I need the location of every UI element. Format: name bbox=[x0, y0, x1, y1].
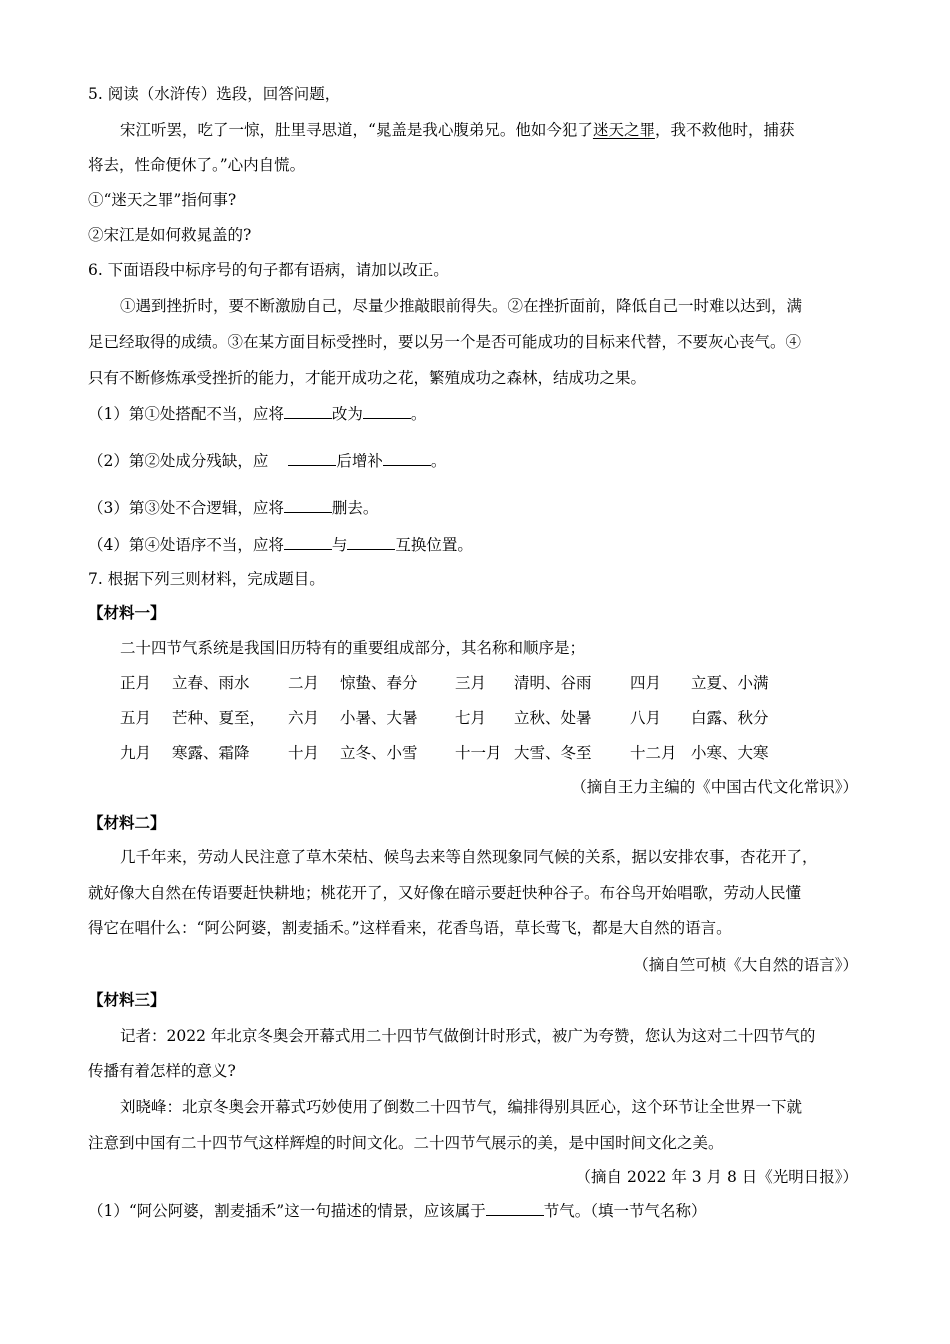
material-1-label: 【材料一】 bbox=[88, 603, 166, 622]
month-label: 十二月 bbox=[630, 744, 677, 762]
solar-terms-label: 立秋、处暑 bbox=[514, 709, 592, 727]
q7-sub-question-1 bbox=[88, 1200, 706, 1222]
solar-terms-label: 立夏、小满 bbox=[691, 674, 769, 692]
material-3-label: 【材料三】 bbox=[88, 990, 166, 1009]
q5-title: 5. 阅读（水浒传）选段，回答问题， bbox=[88, 85, 341, 103]
month-label: 五月 bbox=[120, 709, 152, 727]
month-label: 九月 bbox=[120, 744, 152, 762]
q7-sub1-text: 节气。（填一节气名称） bbox=[543, 1202, 707, 1220]
answer-blank[interactable] bbox=[284, 534, 332, 550]
q5-passage-text: ，我不救他时，捕获 bbox=[654, 121, 795, 139]
solar-terms-label: 寒露、霜降 bbox=[172, 744, 250, 762]
solar-terms-label: 小暑、大暑 bbox=[340, 709, 418, 727]
month-label: 十月 bbox=[288, 744, 320, 762]
month-label: 八月 bbox=[630, 709, 662, 727]
q5-passage-text: 宋江听罢，吃了一惊，肚里寻思道，“晁盖是我心腹弟兄。他如今犯了 bbox=[120, 121, 593, 139]
material-1-source: （摘自王力主编的《中国古代文化常识》） bbox=[571, 778, 858, 796]
q6-paragraph-line-1: ①遇到挫折时，要不断激励自己，尽量少推敲眼前得失。②在挫折面前，降低自己一时难以达到，满 bbox=[120, 297, 803, 315]
q6-s1-text: 。 bbox=[410, 405, 427, 423]
material-3-line-4: 注意到中国有二十四节气这样辉煌的时间文化。二十四节气展示的美，是中国时间文化之美。 bbox=[88, 1134, 724, 1152]
material-2-line-3: 得它在唱什么：“阿公阿婆，割麦插禾。”这样看来，花香鸟语，草长莺飞，都是大自然的语言。 bbox=[88, 919, 732, 937]
q6-paragraph-line-3: 只有不断修炼承受挫折的能力，才能开成功之花，繁殖成功之森林，结成功之果。 bbox=[88, 369, 647, 387]
answer-blank[interactable] bbox=[486, 1200, 544, 1216]
q6-sub-question-2 bbox=[88, 450, 446, 472]
q6-s4-text: 互换位置。 bbox=[395, 536, 473, 554]
q6-paragraph-line-2: 足已经取得的成绩。③在某方面目标受挫时，要以另一个是否可能成功的目标来代替，不要灰心丧气。④ bbox=[88, 333, 802, 351]
material-2-label: 【材料二】 bbox=[88, 813, 166, 832]
month-label: 四月 bbox=[630, 674, 662, 692]
answer-blank[interactable] bbox=[347, 534, 395, 550]
q6-s2-text: 后增补 bbox=[336, 452, 383, 470]
material-2-source: （摘自竺可桢《大自然的语言》） bbox=[633, 956, 858, 974]
month-label: 六月 bbox=[288, 709, 320, 727]
q6-title: 6. 下面语段中标序号的句子都有语病，请加以改正。 bbox=[88, 261, 449, 279]
answer-blank[interactable] bbox=[284, 497, 332, 513]
q6-s1-text: （1）第①处搭配不当，应将 bbox=[88, 405, 284, 423]
solar-terms-label: 小寒、大寒 bbox=[691, 744, 769, 762]
q6-s3-text: 删去。 bbox=[331, 499, 379, 517]
q6-sub-question-4 bbox=[88, 534, 473, 556]
solar-terms-label: 惊蛰、春分 bbox=[340, 674, 418, 692]
answer-blank[interactable] bbox=[284, 403, 332, 419]
material-3-line-2: 传播有着怎样的意义? bbox=[88, 1062, 236, 1080]
material-1-intro: 二十四节气系统是我国旧历特有的重要组成部分，其名称和顺序是； bbox=[120, 639, 586, 657]
material-2-line-2: 就好像大自然在传语要赶快耕地；桃花开了，又好像在暗示要赶快种谷子。布谷鸟开始唱歌，劳动人民懂 bbox=[88, 884, 802, 902]
answer-blank[interactable] bbox=[363, 403, 411, 419]
month-label: 十一月 bbox=[455, 744, 502, 762]
month-label: 三月 bbox=[455, 674, 487, 692]
q6-s2-text: （2）第②处成分残缺，应 bbox=[88, 452, 269, 470]
q6-s4-text: （4）第④处语序不当，应将 bbox=[88, 536, 284, 554]
q5-passage-line-2: 将去，性命便休了。”心内自慌。 bbox=[88, 156, 306, 174]
solar-terms-label: 立冬、小雪 bbox=[340, 744, 418, 762]
answer-blank[interactable] bbox=[288, 450, 336, 466]
solar-terms-label: 白露、秋分 bbox=[691, 709, 769, 727]
q5-passage-line-1 bbox=[120, 119, 794, 141]
solar-terms-label: 清明、谷雨 bbox=[514, 674, 592, 692]
q6-s2-text: 。 bbox=[430, 452, 447, 470]
material-3-source: （摘自 2022 年 3 月 8 日《光明日报》） bbox=[575, 1168, 858, 1186]
answer-blank[interactable] bbox=[383, 450, 431, 466]
q6-s1-text: 改为 bbox=[331, 405, 363, 423]
solar-terms-label: 大雪、冬至 bbox=[514, 744, 592, 762]
material-3-line-3: 刘晓峰：北京冬奥会开幕式巧妙使用了倒数二十四节气，编排得别具匠心，这个环节让全世界一下就 bbox=[120, 1098, 803, 1116]
material-3-line-1: 记者：2022 年北京冬奥会开幕式用二十四节气做倒计时形式，被广为夸赞，您认为这对二十四节气的 bbox=[120, 1027, 816, 1045]
q5-underlined-phrase: 迷天之罪 bbox=[592, 121, 655, 139]
solar-terms-label: 芒种、夏至， bbox=[172, 709, 266, 727]
q6-s4-text: 与 bbox=[331, 536, 348, 554]
solar-terms-label: 立春、雨水 bbox=[172, 674, 250, 692]
q6-s3-text: （3）第③处不合逻辑，应将 bbox=[88, 499, 284, 517]
q6-sub-question-1 bbox=[88, 403, 426, 425]
material-2-line-1: 几千年来，劳动人民注意了草木荣枯、候鸟去来等自然现象同气候的关系，据以安排农事，杏花开了， bbox=[120, 848, 818, 866]
month-label: 二月 bbox=[288, 674, 320, 692]
q7-sub1-text: （1）“阿公阿婆，割麦插禾”这一句描述的情景，应该属于 bbox=[88, 1202, 486, 1220]
q6-sub-question-3 bbox=[88, 497, 378, 519]
month-label: 正月 bbox=[120, 674, 152, 692]
q7-title: 7. 根据下列三则材料，完成题目。 bbox=[88, 570, 325, 588]
month-label: 七月 bbox=[455, 709, 487, 727]
q5-sub-question-2: ②宋江是如何救晁盖的? bbox=[88, 226, 252, 244]
q5-sub-question-1: ①“迷天之罪”指何事? bbox=[88, 191, 237, 209]
